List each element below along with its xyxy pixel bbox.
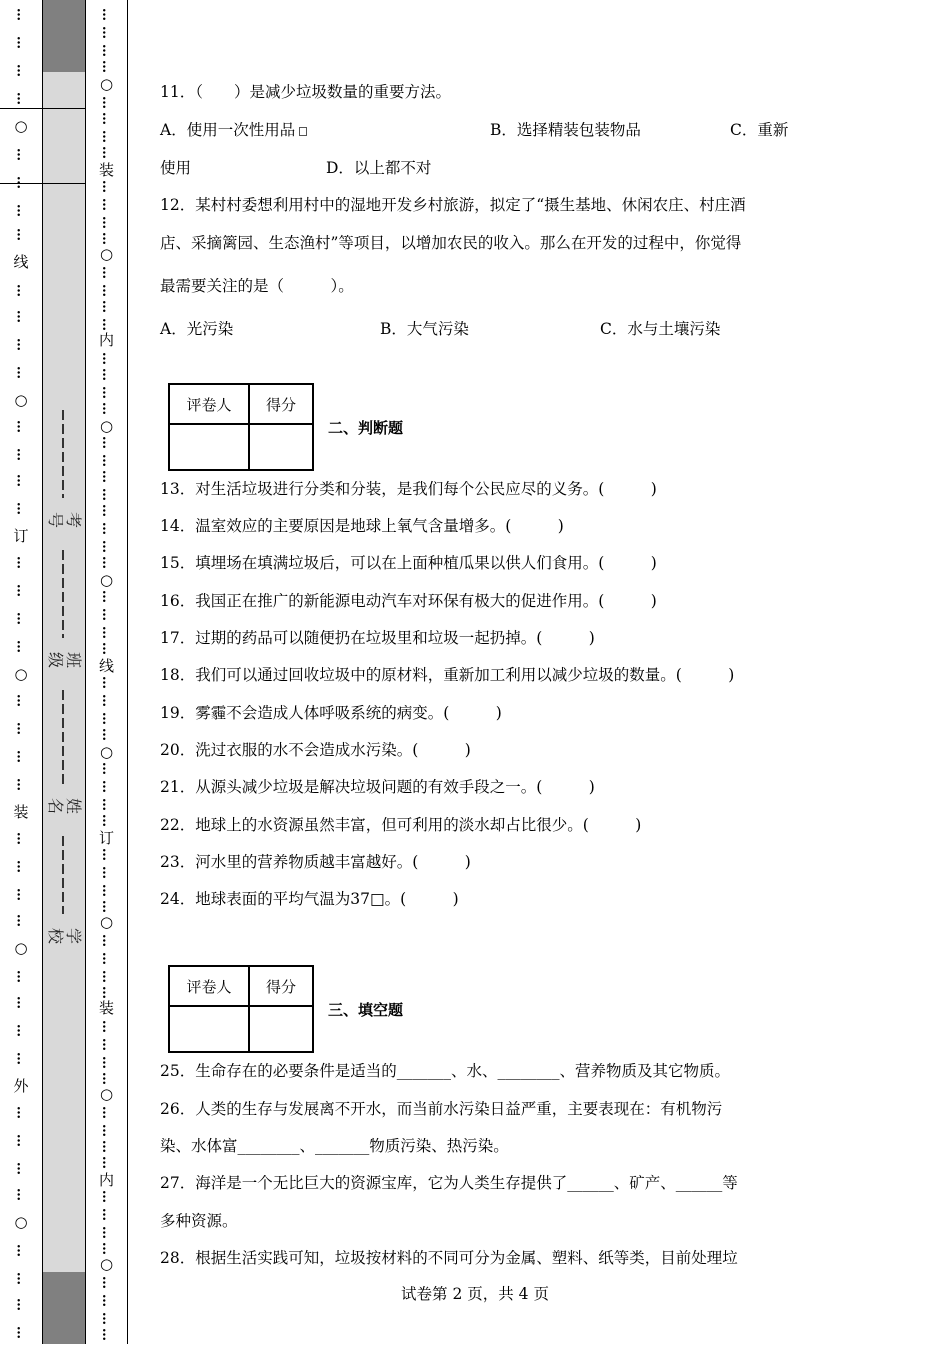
outer-margin-circle-mark: ○: [14, 939, 28, 957]
inner-margin-dots: …: [99, 1276, 114, 1289]
inner-margin-dots: …: [99, 112, 114, 125]
question-11: 11．（ ）是减少垃圾数量的重要方法。: [160, 83, 451, 101]
inner-margin-dots: …: [99, 454, 114, 467]
inner-margin-dots: …: [99, 470, 114, 483]
inner-margin-dots: …: [99, 1208, 114, 1221]
question-25: 25．生命存在的必要条件是适当的_______、水、________、营养物质及其它物质。: [160, 1062, 730, 1080]
outer-margin-dots: …: [13, 914, 29, 927]
section-2-title: 二、判断题: [328, 419, 404, 437]
inner-margin-circle-mark: ○: [99, 571, 114, 589]
inner-margin-dots: …: [99, 1124, 114, 1137]
outer-margin-dots: …: [13, 310, 29, 323]
inner-margin-dots: …: [99, 352, 114, 365]
outer-margin-label: 装: [13, 803, 29, 821]
score-header: 得分: [249, 966, 313, 1006]
outer-margin-dots: …: [13, 284, 29, 297]
question-19: 19．雾霾不会造成人体呼吸系统的病变。( ): [160, 704, 502, 722]
inner-margin-dots: …: [99, 386, 114, 399]
inner-margin-dots: …: [99, 232, 114, 245]
inner-margin-dots: …: [99, 44, 114, 57]
question-11-option-c: C．重新: [730, 121, 789, 139]
question-11-option-c-cont: 使用: [160, 159, 192, 177]
name-blank: [62, 690, 64, 786]
reviewer-cell: [169, 1006, 249, 1052]
inner-margin-dots: …: [99, 626, 114, 639]
question-12-option-b: B．大气污染: [380, 320, 469, 338]
question-26-line-1: 26．人类的生存与发展离不开水，而当前水污染日益严重，主要表现在：有机物污: [160, 1100, 723, 1118]
placeholder-box-icon: [299, 127, 307, 136]
inner-margin-dots: …: [99, 488, 114, 501]
outer-margin-dots: …: [13, 366, 29, 379]
inner-margin-dots: …: [99, 694, 114, 707]
outer-margin-dots: …: [13, 860, 29, 873]
question-15: 15．填埋场在填满垃圾后，可以在上面种植瓜果以供人们食用。( ): [160, 554, 657, 572]
outer-margin-dots: …: [13, 502, 29, 515]
inner-margin-dots: …: [99, 436, 114, 449]
inner-margin-dots: …: [99, 608, 114, 621]
question-20: 20．洗过衣服的水不会造成水污染。( ): [160, 741, 471, 759]
inner-margin-label: 线: [98, 657, 114, 675]
outer-margin-dots: …: [13, 832, 29, 845]
outer-margin-dots: …: [13, 1024, 29, 1037]
class-blank: [62, 550, 64, 638]
inner-margin-circle-mark: ○: [99, 1085, 114, 1103]
outer-margin-dots: …: [13, 1244, 29, 1257]
inner-margin-dots: …: [99, 402, 114, 415]
score-cell: [249, 424, 313, 470]
inner-margin-dots: …: [99, 798, 114, 811]
inner-margin-dots: …: [99, 8, 114, 21]
reviewer-header: 评卷人: [169, 384, 249, 424]
inner-margin-dots: …: [99, 934, 114, 947]
inner-margin-label: 内: [98, 331, 114, 349]
student-info-fields: [42, 410, 86, 970]
inner-margin-dots: …: [99, 284, 114, 297]
inner-margin-dots: …: [99, 1056, 114, 1069]
question-22: 22．地球上的水资源虽然丰富，但可利用的淡水却占比很少。( ): [160, 816, 642, 834]
inner-margin-dots: …: [99, 642, 114, 655]
reviewer-header: 评卷人: [169, 966, 249, 1006]
inner-margin-dots: …: [99, 676, 114, 689]
inner-margin-circle-mark: ○: [99, 743, 114, 761]
outer-margin-circle-mark: ○: [14, 117, 28, 135]
inner-margin-dots: …: [99, 884, 114, 897]
outer-margin-dots: …: [13, 1134, 29, 1147]
inner-margin-circle-mark: ○: [99, 1255, 114, 1273]
inner-margin-dots: …: [99, 540, 114, 553]
question-28-line-1: 28．根据生活实践可知，垃圾按材料的不同可分为金属、塑料、纸等类，目前处理垃: [160, 1249, 738, 1267]
inner-margin-dots: …: [99, 1190, 114, 1203]
inner-margin-dots: …: [99, 952, 114, 965]
inner-margin-label: 装: [98, 161, 114, 179]
inner-margin-circle-mark: ○: [99, 417, 114, 435]
question-17: 17．过期的药品可以随便扔在垃圾里和垃圾一起扔掉。( ): [160, 629, 595, 647]
outer-margin-dots: …: [13, 584, 29, 597]
inner-margin-dots: …: [99, 1226, 114, 1239]
inner-margin-dots: …: [99, 1242, 114, 1255]
outer-margin-label: 外: [13, 1077, 29, 1095]
inner-margin-dots: …: [99, 1328, 114, 1341]
outer-margin-circle-mark: ○: [14, 665, 28, 683]
inner-margin-dots: …: [99, 198, 114, 211]
outer-margin-label: 线: [13, 253, 29, 271]
outer-margin-dots: …: [13, 694, 29, 707]
inner-margin-dots: …: [99, 1020, 114, 1033]
outer-margin-dots: …: [13, 722, 29, 735]
outer-margin-dots: …: [13, 1106, 29, 1119]
question-24: 24．地球表面的平均气温为37□。( ): [160, 890, 459, 908]
outer-margin-dots: …: [13, 996, 29, 1009]
inner-margin-dots: …: [99, 504, 114, 517]
inner-margin-dots: …: [99, 986, 114, 999]
inner-margin-label: 装: [98, 999, 114, 1017]
outer-margin-dots: …: [13, 888, 29, 901]
inner-margin-circle-mark: ○: [99, 75, 114, 93]
exam-number-label: 考号: [46, 511, 83, 528]
outer-margin-dots: …: [13, 64, 29, 77]
inner-margin-dots: …: [99, 318, 114, 331]
inner-margin-dots: …: [99, 522, 114, 535]
question-23: 23．河水里的营养物质越丰富越好。( ): [160, 853, 471, 871]
outer-margin-dots: …: [13, 36, 29, 49]
question-16: 16．我国正在推广的新能源电动汽车对环保有极大的促进作用。( ): [160, 592, 657, 610]
page-footer: 试卷第 2 页，共 4 页: [401, 1285, 549, 1303]
inner-margin-dots: …: [99, 590, 114, 603]
outer-margin-label: 订: [13, 527, 29, 545]
inner-margin-dots: …: [99, 130, 114, 143]
inner-margin-dots: …: [99, 1156, 114, 1169]
inner-margin-dots: …: [99, 780, 114, 793]
inner-margin-dots: …: [99, 900, 114, 913]
inner-margin-dots: …: [99, 848, 114, 861]
outer-margin-dots: …: [13, 556, 29, 569]
outer-margin-dots: …: [13, 1162, 29, 1175]
inner-margin-dots: …: [99, 1294, 114, 1307]
outer-margin-dots: …: [13, 778, 29, 791]
bar-dark-block-top: [43, 0, 85, 72]
name-label: 姓名: [46, 797, 83, 814]
question-12-line-2: 店、采摘篱园、生态渔村”等项目，以增加农民的收入。那么在开发的过程中，你觉得: [160, 234, 742, 252]
binding-tab: [0, 108, 86, 184]
inner-margin-dots: …: [99, 1072, 114, 1085]
reviewer-cell: [169, 424, 249, 470]
inner-margin-dots: …: [99, 300, 114, 313]
question-27-line-1: 27．海洋是一个无比巨大的资源宝库，它为人类生存提供了______、矿产、______等: [160, 1174, 738, 1192]
outer-margin-dots: …: [13, 970, 29, 983]
exam-content: [160, 0, 800, 1344]
school-blank: [62, 836, 64, 914]
outer-margin-dots: …: [13, 1326, 29, 1339]
score-table-section-2: [168, 383, 314, 471]
question-27-line-2: 多种资源。: [160, 1212, 238, 1230]
inner-margin-dots: …: [99, 60, 114, 73]
outer-margin-dots: …: [13, 612, 29, 625]
inner-margin-dots: …: [99, 728, 114, 741]
outer-margin-circle-mark: ○: [14, 391, 28, 409]
question-12-line-1: 12．某村村委想利用村中的湿地开发乡村旅游，拟定了“摄生基地、休闲农庄、村庄酒: [160, 196, 746, 214]
inner-margin-circle-mark: ○: [99, 245, 114, 263]
question-26-line-2: 染、水体富________、_______物质污染、热污染。: [160, 1137, 509, 1155]
outer-margin-dots: …: [13, 1298, 29, 1311]
inner-margin-label: 内: [98, 1171, 114, 1189]
question-21: 21．从源头减少垃圾是解决垃圾问题的有效手段之一。( ): [160, 778, 595, 796]
inner-margin-circle-mark: ○: [99, 913, 114, 931]
score-table-section-3: [168, 965, 314, 1053]
inner-margin-dots: …: [99, 556, 114, 569]
question-12-option-a: A．光污染: [160, 320, 234, 338]
outer-margin-dots: …: [13, 474, 29, 487]
outer-margin-dots: …: [13, 448, 29, 461]
question-12-option-c: C．水与土壤污染: [600, 320, 721, 338]
inner-margin-dots: …: [99, 762, 114, 775]
question-13: 13．对生活垃圾进行分类和分装，是我们每个公民应尽的义务。( ): [160, 480, 657, 498]
section-3-title: 三、填空题: [328, 1001, 404, 1019]
score-cell: [249, 1006, 313, 1052]
inner-margin-dots: …: [99, 368, 114, 381]
inner-binding-line: [86, 0, 128, 1344]
outer-margin-dots: …: [13, 1052, 29, 1065]
outer-binding-line: [0, 0, 42, 1344]
outer-margin-dots: …: [13, 8, 29, 21]
inner-margin-dots: …: [99, 216, 114, 229]
exam-number-blank: [62, 410, 64, 498]
score-header: 得分: [249, 384, 313, 424]
question-11-option-d: D．以上都不对: [326, 159, 432, 177]
question-12-line-3: 最需要关注的是（ ）。: [160, 277, 354, 295]
inner-margin-dots: …: [99, 712, 114, 725]
outer-margin-dots: …: [13, 92, 29, 105]
outer-margin-dots: …: [13, 1188, 29, 1201]
outer-margin-dots: …: [13, 176, 29, 189]
inner-margin-dots: …: [99, 1038, 114, 1051]
inner-margin-dots: …: [99, 1312, 114, 1325]
inner-margin-label: 订: [98, 829, 114, 847]
inner-margin-dots: …: [99, 814, 114, 827]
inner-margin-dots: …: [99, 1140, 114, 1153]
question-14: 14．温室效应的主要原因是地球上氧气含量增多。( ): [160, 517, 564, 535]
question-18: 18．我们可以通过回收垃圾中的原材料，重新加工利用以减少垃圾的数量。( ): [160, 666, 735, 684]
outer-margin-dots: …: [13, 228, 29, 241]
outer-margin-circle-mark: ○: [14, 1213, 28, 1231]
outer-margin-dots: …: [13, 204, 29, 217]
class-label: 班级: [46, 651, 83, 668]
inner-margin-dots: …: [99, 180, 114, 193]
outer-margin-dots: …: [13, 338, 29, 351]
outer-margin-dots: …: [13, 1272, 29, 1285]
outer-margin-dots: …: [13, 148, 29, 161]
inner-margin-dots: …: [99, 866, 114, 879]
inner-margin-dots: …: [99, 146, 114, 159]
school-label: 学校: [46, 927, 83, 944]
inner-margin-dots: …: [99, 1106, 114, 1119]
inner-margin-dots: …: [99, 970, 114, 983]
inner-margin-dots: …: [99, 266, 114, 279]
outer-margin-dots: …: [13, 640, 29, 653]
inner-margin-dots: …: [99, 26, 114, 39]
inner-margin-dots: …: [99, 96, 114, 109]
outer-margin-dots: …: [13, 420, 29, 433]
question-11-option-b: B．选择精装包装物品: [490, 121, 641, 139]
question-11-option-a: A．使用一次性用品: [160, 118, 307, 140]
outer-margin-dots: …: [13, 750, 29, 763]
